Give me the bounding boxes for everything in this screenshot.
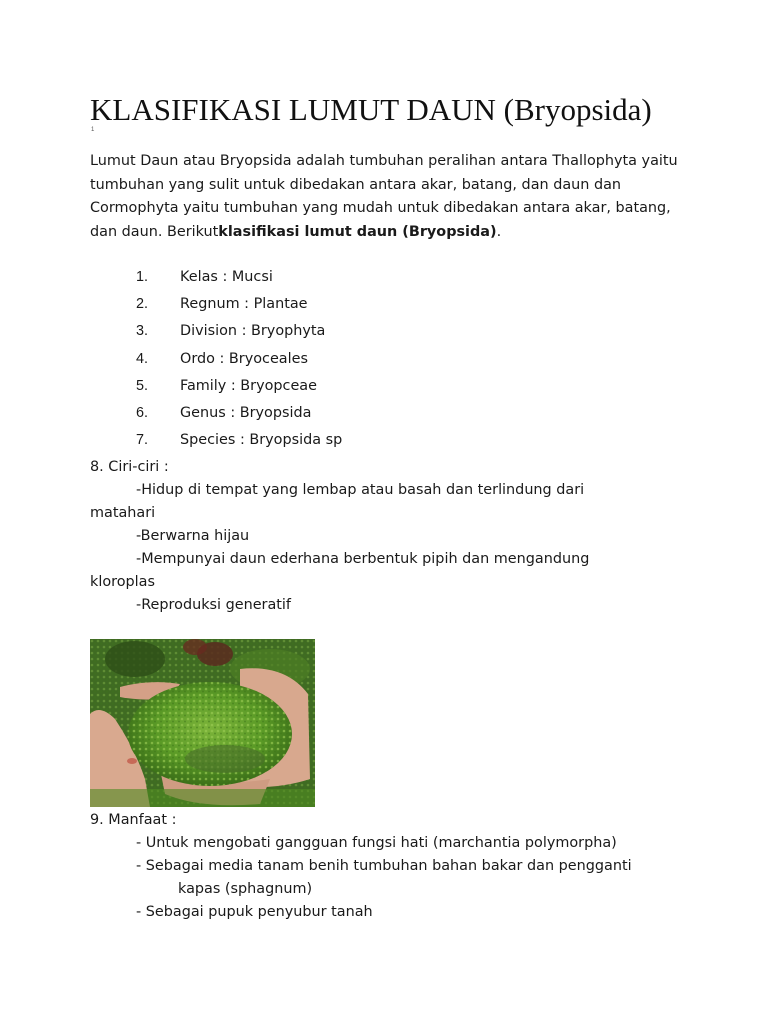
intro-text: Lumut Daun atau Bryopsida adalah tumbuhan peralihan antara Thallophyta yaitu tumbuhan yang sulit untuk dibedakan antara akar, batang, dan daun dan Cormophyta yaitu tumbuhan yang mudah untuk dibedakan antara akar, batang, dan daun. Berikut	[90, 153, 678, 240]
list-number: 2.	[136, 296, 149, 313]
moss-image-icon	[90, 639, 315, 807]
manfaat-item: - Sebagai media tanam benih tumbuhan bahan bakar dan pengganti	[136, 858, 632, 874]
ciri-item: -Hidup di tempat yang lembap atau basah dan terlindung dari matahari	[90, 482, 585, 521]
footnote-marker: 1	[91, 127, 95, 133]
ciri-section	[90, 456, 650, 617]
intro-paragraph	[90, 150, 690, 244]
list-number: 1.	[136, 269, 149, 285]
ciri-item: -Reproduksi generatif	[136, 597, 292, 613]
manfaat-item: - Untuk mengobati gangguan fungsi hati (marchantia polymorpha)	[136, 835, 617, 851]
list-text: Regnum : Plantae	[180, 296, 308, 313]
list-text: Division : Bryophyta	[180, 323, 326, 340]
list-number: 5.	[136, 377, 149, 394]
list-text: Ordo : Bryoceales	[180, 350, 308, 367]
ciri-heading: 8. Ciri-ciri :	[90, 459, 169, 475]
manfaat-heading: 9. Manfaat :	[90, 812, 177, 828]
manfaat-item-continuation	[90, 878, 650, 901]
manfaat-item-text: kapas (sphagnum)	[178, 881, 313, 897]
list-number: 6.	[136, 404, 149, 421]
list-text: Family : Bryopceae	[180, 377, 317, 394]
intro-text-end: .	[496, 223, 502, 240]
document-title: KLASIFIKASI LUMUT DAUN (Bryopsida)	[90, 92, 652, 127]
manfaat-section	[90, 809, 650, 924]
ciri-item: -Berwarna hijau	[136, 528, 250, 544]
list-number: 7.	[136, 432, 149, 449]
manfaat-item: - Sebagai pupuk penyubur tanah	[136, 904, 373, 920]
list-text: Kelas : Mucsi	[180, 269, 273, 285]
intro-bold-text: klasifikasi lumut daun (Bryopsida)	[218, 223, 497, 240]
list-number: 3.	[136, 323, 149, 340]
ciri-item: -Mempunyai daun ederhana berbentuk pipih dan mengandung kloroplas	[90, 551, 590, 590]
list-text: Genus : Bryopsida	[180, 404, 312, 421]
moss-photo	[90, 639, 315, 807]
list-text: Species : Bryopsida sp	[180, 432, 343, 449]
list-number: 4.	[136, 350, 149, 367]
